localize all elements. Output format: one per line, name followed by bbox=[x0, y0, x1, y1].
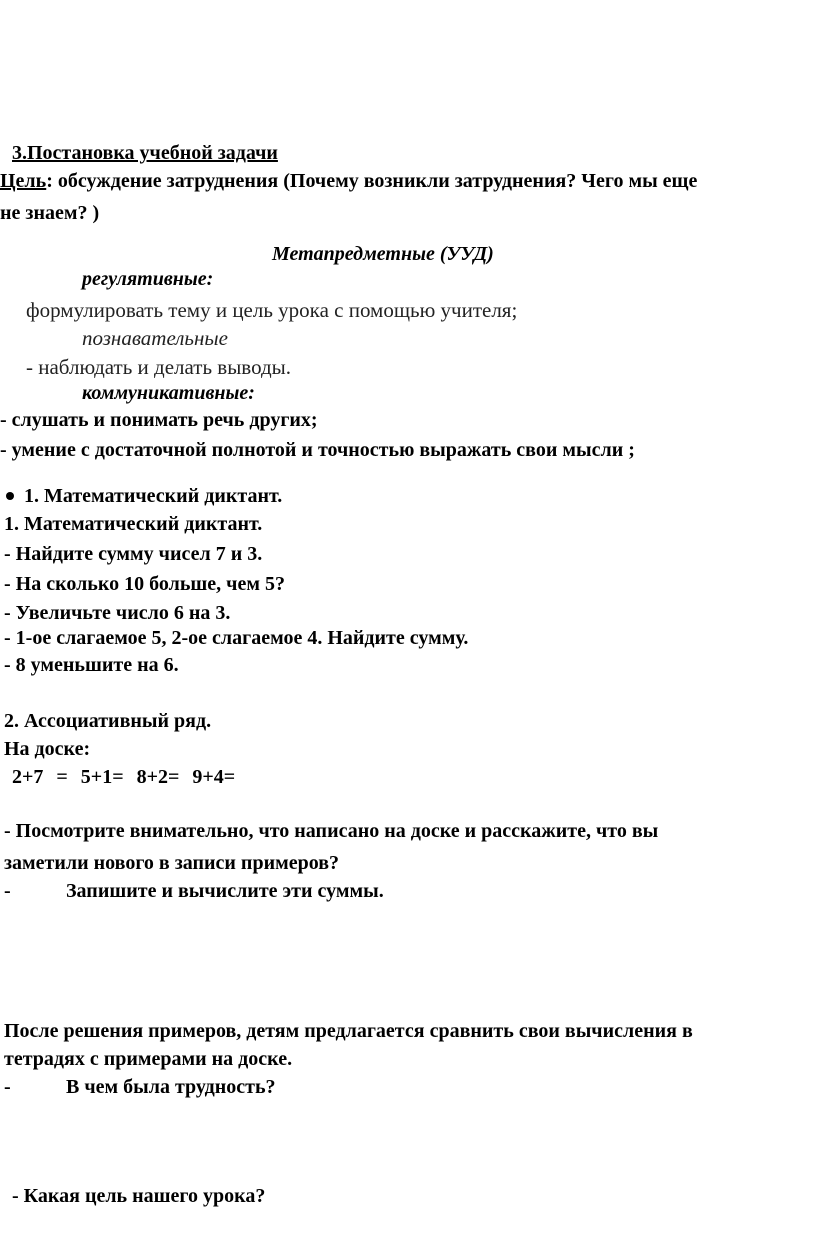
prompt-line-2: заметили нового в записи примеров? bbox=[4, 852, 340, 874]
goal-line-1 bbox=[0, 170, 697, 193]
regulative-heading: регулятивные: bbox=[82, 268, 214, 290]
comparison-line-1: После решения примеров, детям предлагается сравнить свои вычисления в bbox=[4, 1020, 693, 1042]
regulative-item: формулировать тему и цель урока с помощью учителя; bbox=[26, 298, 518, 322]
dictation-item: - Найдите сумму чисел 7 и 3. bbox=[4, 543, 263, 565]
comparison-line-3: - В чем была трудность? bbox=[4, 1076, 276, 1098]
meta-title: Метапредметные (УУД) bbox=[272, 243, 494, 265]
cognitive-heading: познавательные bbox=[82, 326, 228, 350]
goal-line-2: не знаем? ) bbox=[0, 202, 100, 224]
dictation-item: - 1-ое слагаемое 5, 2-ое слагаемое 4. Найдите сумму. bbox=[4, 627, 469, 649]
bullet-icon bbox=[6, 492, 14, 500]
goal-text-1: : обсуждение затруднения (Почему возникли затруднения? Чего мы еще bbox=[46, 170, 698, 192]
communicative-item: - слушать и понимать речь других; bbox=[0, 409, 318, 431]
board-label: На доске: bbox=[4, 738, 91, 760]
dictation-item: - 8 уменьшите на 6. bbox=[4, 654, 179, 676]
dictation-item: - На сколько 10 больше, чем 5? bbox=[4, 573, 285, 595]
communicative-heading: коммуникативные: bbox=[82, 382, 255, 404]
section-heading: 3.Постановка учебной задачи bbox=[12, 142, 278, 164]
prompt-line-3: - Запишите и вычислите эти суммы. bbox=[4, 880, 384, 902]
dictation-item: - Увеличьте число 6 на 3. bbox=[4, 602, 231, 624]
prompt-line-1: - Посмотрите внимательно, что написано на доске и расскажите, что вы bbox=[4, 820, 659, 842]
communicative-item: - умение с достаточной полнотой и точностью выражать свои мысли ; bbox=[0, 439, 635, 461]
board-examples: 2+7 = 5+1= 8+2= 9+4= bbox=[12, 766, 236, 788]
dictation-title: 1. Математический диктант. bbox=[4, 513, 263, 535]
cognitive-item: - наблюдать и делать выводы. bbox=[26, 355, 292, 379]
final-question: - Какая цель нашего урока? bbox=[12, 1185, 266, 1207]
goal-label: Цель bbox=[0, 170, 47, 192]
comparison-line-2: тетрадях с примерами на доске. bbox=[4, 1048, 293, 1070]
dictation-bullet-title: 1. Математический диктант. bbox=[4, 485, 282, 508]
association-title: 2. Ассоциативный ряд. bbox=[4, 710, 212, 732]
